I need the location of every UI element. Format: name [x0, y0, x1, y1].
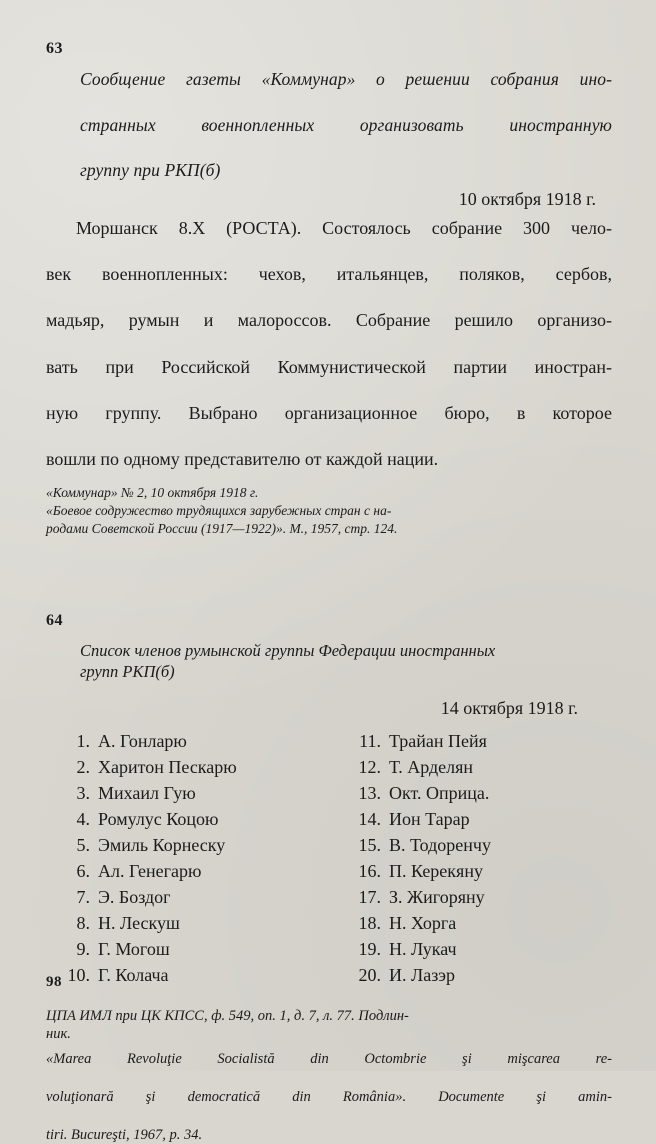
document-title: [80, 640, 612, 683]
list-item-name: Н. Лукач: [389, 938, 457, 959]
archive-line: ник.: [46, 1026, 71, 1043]
list-item: [347, 729, 612, 755]
list-item-number: 12.: [358, 757, 381, 778]
list-item: [56, 729, 321, 755]
list-item: [56, 937, 321, 963]
document-source: [46, 484, 612, 537]
list-item-name: Н. Хорга: [389, 912, 457, 933]
list-item: [347, 885, 612, 911]
publication-line: «Marea Revoluţie Socialistă din Octombrie şi mişcarea re-: [46, 1051, 612, 1068]
member-list: [56, 729, 612, 988]
list-item-number: 15.: [358, 835, 381, 856]
list-item-name: В. Тодоренчу: [389, 835, 491, 856]
body-line: [46, 217, 612, 263]
list-item: [347, 755, 612, 781]
list-item: [347, 807, 612, 833]
document-number: 63: [46, 40, 63, 57]
document-title-line: странных военнопленных организовать иностранную: [80, 114, 612, 135]
document-date: 10 октября 1918 г.: [458, 188, 596, 209]
list-item: [56, 833, 321, 859]
list-item: [347, 833, 612, 859]
list-item-number: 10.: [67, 964, 90, 985]
list-item-name: Эмиль Корнеску: [98, 835, 226, 856]
body-line: вошли по одному представителю от каждой нации.: [46, 449, 439, 469]
source-line: «Коммунар» № 2, 10 октября 1918 г.: [46, 485, 259, 501]
list-item-name: Харитон Пескарю: [98, 757, 237, 778]
body-line: век военнопленных: чехов, итальянцев, поляков, сербов,: [46, 264, 612, 284]
list-item-number: 8.: [76, 912, 90, 933]
list-item: [56, 885, 321, 911]
list-item-number: 17.: [358, 886, 381, 907]
publication-line: tiri. Bucureşti, 1967, p. 34.: [46, 1126, 203, 1143]
list-item-name: Ал. Генегарю: [98, 860, 202, 881]
list-item-number: 4.: [76, 809, 90, 830]
source-line: родами Советской России (1917—1922)». М., 1957, стр. 124.: [46, 520, 398, 536]
list-item-number: 16.: [358, 860, 381, 881]
document-title-line: Сообщение газеты «Коммунар» о решении собрания ино-: [80, 69, 612, 89]
list-item-number: 7.: [76, 886, 90, 907]
list-item-number: 1.: [76, 731, 90, 752]
list-item-name: Ион Тарар: [389, 809, 470, 830]
document-number: 64: [46, 611, 63, 629]
member-list-column-left: [56, 729, 321, 988]
list-item-name: Окт. Оприца.: [389, 783, 490, 804]
document-date: 14 октября 1918 г.: [440, 698, 578, 719]
publication-line: voluţionară şi democratică din România». Documente şi amin-: [46, 1088, 612, 1105]
list-item-number: 11.: [359, 731, 381, 752]
list-item: [56, 911, 321, 937]
body-line: мадьяр, румын и малороссов. Собрание решило организо-: [46, 310, 612, 331]
body-line: вать при Российской Коммунистической партии иностран-: [46, 356, 612, 377]
archive-line: ЦПА ИМЛ при ЦК КПСС, ф. 549, оп. 1, д. 7, л. 77. Подлин-: [46, 1007, 409, 1024]
list-item-name: Н. Лескуш: [98, 912, 180, 933]
list-item-name: П. Керекяну: [389, 860, 483, 881]
list-item: [347, 911, 612, 937]
list-item: [347, 859, 612, 885]
body-line-text: Моршанск 8.X (РОСТА). Состоялось собрание 300 чело-: [76, 217, 612, 238]
source-line: «Боевое содружество трудящихся зарубежных стран с на-: [46, 502, 392, 518]
list-item-name: Т. Арделян: [389, 757, 473, 778]
list-item-name: Г. Могош: [98, 938, 170, 959]
list-item-number: 20.: [358, 964, 381, 985]
list-item-number: 9.: [76, 938, 90, 959]
archive-reference: [46, 1007, 612, 1045]
list-item: [56, 807, 321, 833]
list-item-number: 5.: [76, 835, 90, 856]
list-item-name: Ромулус Коцою: [98, 809, 219, 830]
page-number: 98: [46, 974, 62, 990]
list-item-number: 3.: [76, 783, 90, 804]
list-item: [347, 937, 612, 963]
list-item-name: З. Жигоряну: [389, 886, 485, 907]
member-list-column-right: [321, 729, 612, 988]
list-item-name: Трайан Пейя: [389, 731, 487, 752]
list-item-number: 14.: [358, 809, 381, 830]
document-body: [46, 217, 612, 471]
list-item-number: 18.: [358, 912, 381, 933]
list-item: [347, 781, 612, 807]
document-title-line: группу при РКП(б): [80, 160, 221, 180]
document-63: [46, 40, 612, 538]
list-item-number: 6.: [76, 860, 90, 881]
list-item-number: 19.: [358, 938, 381, 959]
list-item-number: 2.: [76, 757, 90, 778]
document-title-line: Список членов румынской группы Федерации иностранных: [80, 640, 496, 660]
list-item-name: И. Лазэр: [389, 964, 456, 985]
publication-reference: [46, 1050, 612, 1144]
list-item: [56, 859, 321, 885]
list-item-name: Михаил Гую: [98, 783, 196, 804]
list-item: [56, 781, 321, 807]
document-title: [80, 68, 612, 182]
list-item: [56, 755, 321, 781]
list-item: [347, 963, 612, 989]
list-item-name: Э. Боздог: [98, 886, 171, 907]
list-item-name: А. Гонларю: [98, 731, 187, 752]
page-content: [46, 40, 612, 1144]
list-item-number: 13.: [358, 783, 381, 804]
body-line: ную группу. Выбрано организационное бюро, в которое: [46, 402, 612, 423]
document-title-line: групп РКП(б): [80, 662, 175, 681]
document-64: [46, 612, 612, 1144]
list-item-name: Г. Колача: [98, 964, 169, 985]
list-item: [56, 963, 321, 989]
